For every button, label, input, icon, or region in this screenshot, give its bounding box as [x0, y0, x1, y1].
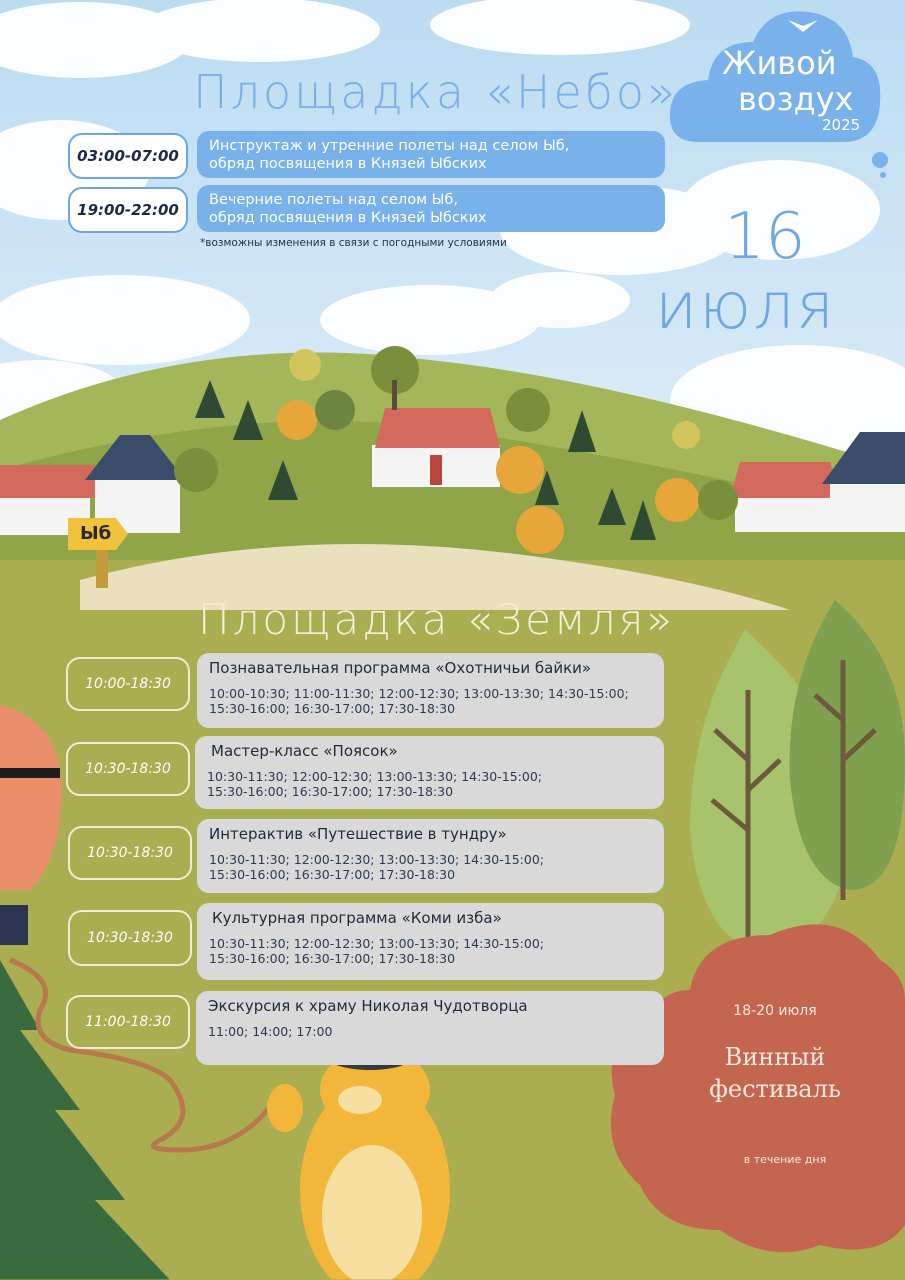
date-month: июля — [655, 270, 836, 344]
earth-event-2 — [195, 736, 664, 809]
earth-event-4 — [197, 903, 664, 980]
sky-time-1: 03:00-07:00 — [68, 133, 188, 179]
date-day: 16 — [724, 200, 806, 274]
earth-event-1-name: Познавательная программа «Охотничьи байки» — [209, 659, 592, 677]
logo-year: 2025 — [822, 116, 861, 134]
earth-event-3-name: Интерактив «Путешествие в тундру» — [209, 825, 507, 843]
logo-dot-small — [880, 172, 886, 178]
sky-event-2-line1: Вечерние полеты над селом Ыб, — [209, 191, 458, 208]
earth-event-3-slots1: 10:30-11:30; 12:00-12:30; 13:00-13:30; 14:30-15:00; — [209, 852, 544, 867]
earth-event-2-slots2: 15:30-16:00; 16:30-17:00; 17:30-18:30 — [207, 784, 454, 799]
earth-title: Площадка «Земля» — [198, 595, 676, 644]
earth-time-5: 11:00-18:30 — [66, 995, 190, 1049]
earth-event-4-slots2: 15:30-16:00; 16:30-17:00; 17:30-18:30 — [209, 951, 456, 966]
earth-event-5 — [196, 991, 664, 1065]
logo-line2: воздух — [738, 80, 854, 118]
earth-event-3 — [197, 819, 664, 893]
earth-event-1-slots1: 10:00-10:30; 11:00-11:30; 12:00-12:30; 13:00-13:30; 14:30-15:00; — [209, 686, 629, 701]
earth-event-2-slots1: 10:30-11:30; 12:00-12:30; 13:00-13:30; 14:30-15:00; — [207, 769, 542, 784]
village-signpost — [68, 518, 143, 588]
sky-time-2: 19:00-22:00 — [68, 187, 188, 233]
wine-title-line1: Винный — [724, 1043, 826, 1071]
earth-time-4: 10:30-18:30 — [68, 910, 192, 966]
wine-dates: 18-20 июля — [733, 1003, 817, 1019]
earth-event-1-slots2: 15:30-16:00; 16:30-17:00; 17:30-18:30 — [209, 701, 456, 716]
earth-event-1 — [197, 653, 664, 728]
earth-event-4-name: Культурная программа «Коми изба» — [212, 909, 502, 927]
bird-icon — [788, 18, 818, 36]
earth-time-1: 10:00-18:30 — [66, 657, 190, 711]
earth-event-5-slots1: 11:00; 14:00; 17:00 — [208, 1024, 333, 1039]
sky-event-1-line2: обряд посвящения в Князей Ыбских — [209, 155, 487, 172]
logo-dot — [872, 152, 888, 168]
earth-event-2-name: Мастер-класс «Поясок» — [211, 742, 398, 760]
earth-event-3-slots2: 15:30-16:00; 16:30-17:00; 17:30-18:30 — [209, 867, 456, 882]
logo-line1: Живой — [722, 44, 837, 82]
earth-event-5-name: Экскурсия к храму Николая Чудотворца — [208, 997, 528, 1015]
earth-event-4-slots1: 10:30-11:30; 12:00-12:30; 13:00-13:30; 14:30-15:00; — [209, 936, 544, 951]
village-sign-label: Ыб — [80, 523, 112, 544]
wine-when: в течение дня — [743, 1153, 827, 1166]
earth-time-2: 10:30-18:30 — [66, 742, 190, 796]
logo-cloud — [668, 2, 888, 152]
weather-note: *возможны изменения в связи с погодными условиями — [200, 237, 507, 249]
earth-time-3: 10:30-18:30 — [68, 826, 192, 880]
sky-event-2-line2: обряд посвящения в Князей Ыбских — [209, 209, 487, 226]
sky-event-1-line1: Инструктаж и утренние полеты над селом Ыб, — [209, 137, 570, 154]
sky-event-2 — [197, 185, 665, 232]
wine-title-line2: фестиваль — [709, 1075, 841, 1103]
sky-event-1 — [197, 131, 665, 178]
sky-title: Площадка «Небо» — [193, 65, 679, 119]
